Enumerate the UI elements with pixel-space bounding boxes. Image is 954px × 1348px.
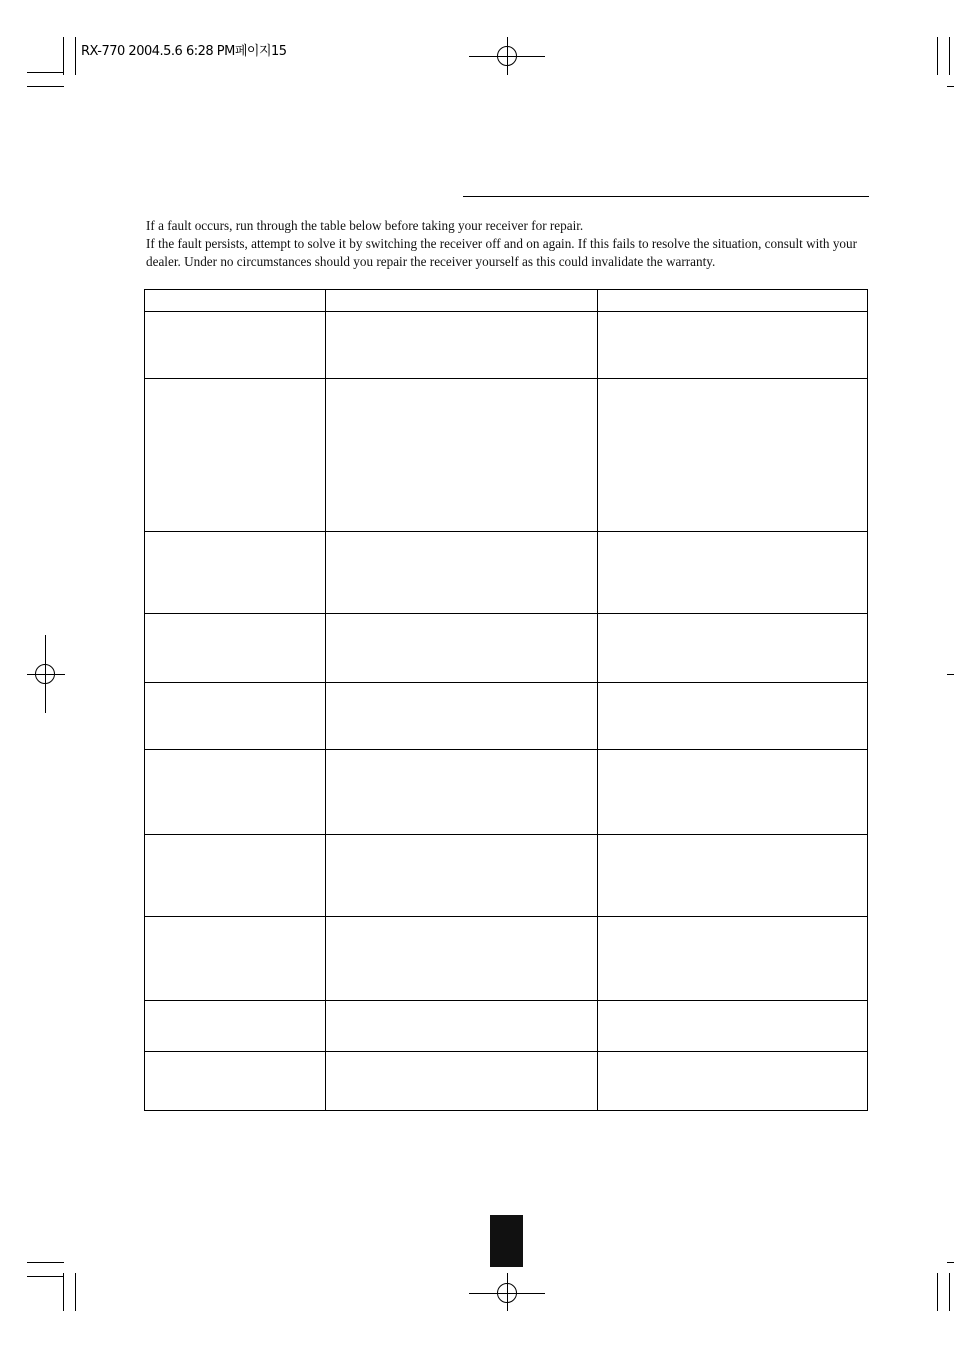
table-row [145,379,868,532]
table-row [145,917,868,1001]
header-cell-symptom [145,290,326,312]
table-row [145,750,868,835]
table-row [145,835,868,917]
intro-line-2: If the fault persists, attempt to solve it by switching the receiver off and on again. If this fails to resolve the situation, consult with your dealer. Under no circumstances should you repair the receiver yourself as this could invalidate the warranty. [146,236,857,269]
title-rule [463,196,869,197]
intro-text [146,217,868,271]
table-row [145,1052,868,1111]
print-slug: RX-770 2004.5.6 6:28 PM페이지15 [81,44,287,59]
table-header-row [145,290,868,312]
header-cell-cause [326,290,598,312]
intro-line-1: If a fault occurs, run through the table below before taking your receiver for repair. [146,218,584,233]
page-number-tab [490,1215,523,1267]
table-row [145,532,868,614]
troubleshooting-table [144,289,868,1111]
header-cell-remedy [598,290,868,312]
table-row [145,614,868,683]
table-row [145,312,868,379]
table-row [145,1001,868,1052]
table-row [145,683,868,750]
